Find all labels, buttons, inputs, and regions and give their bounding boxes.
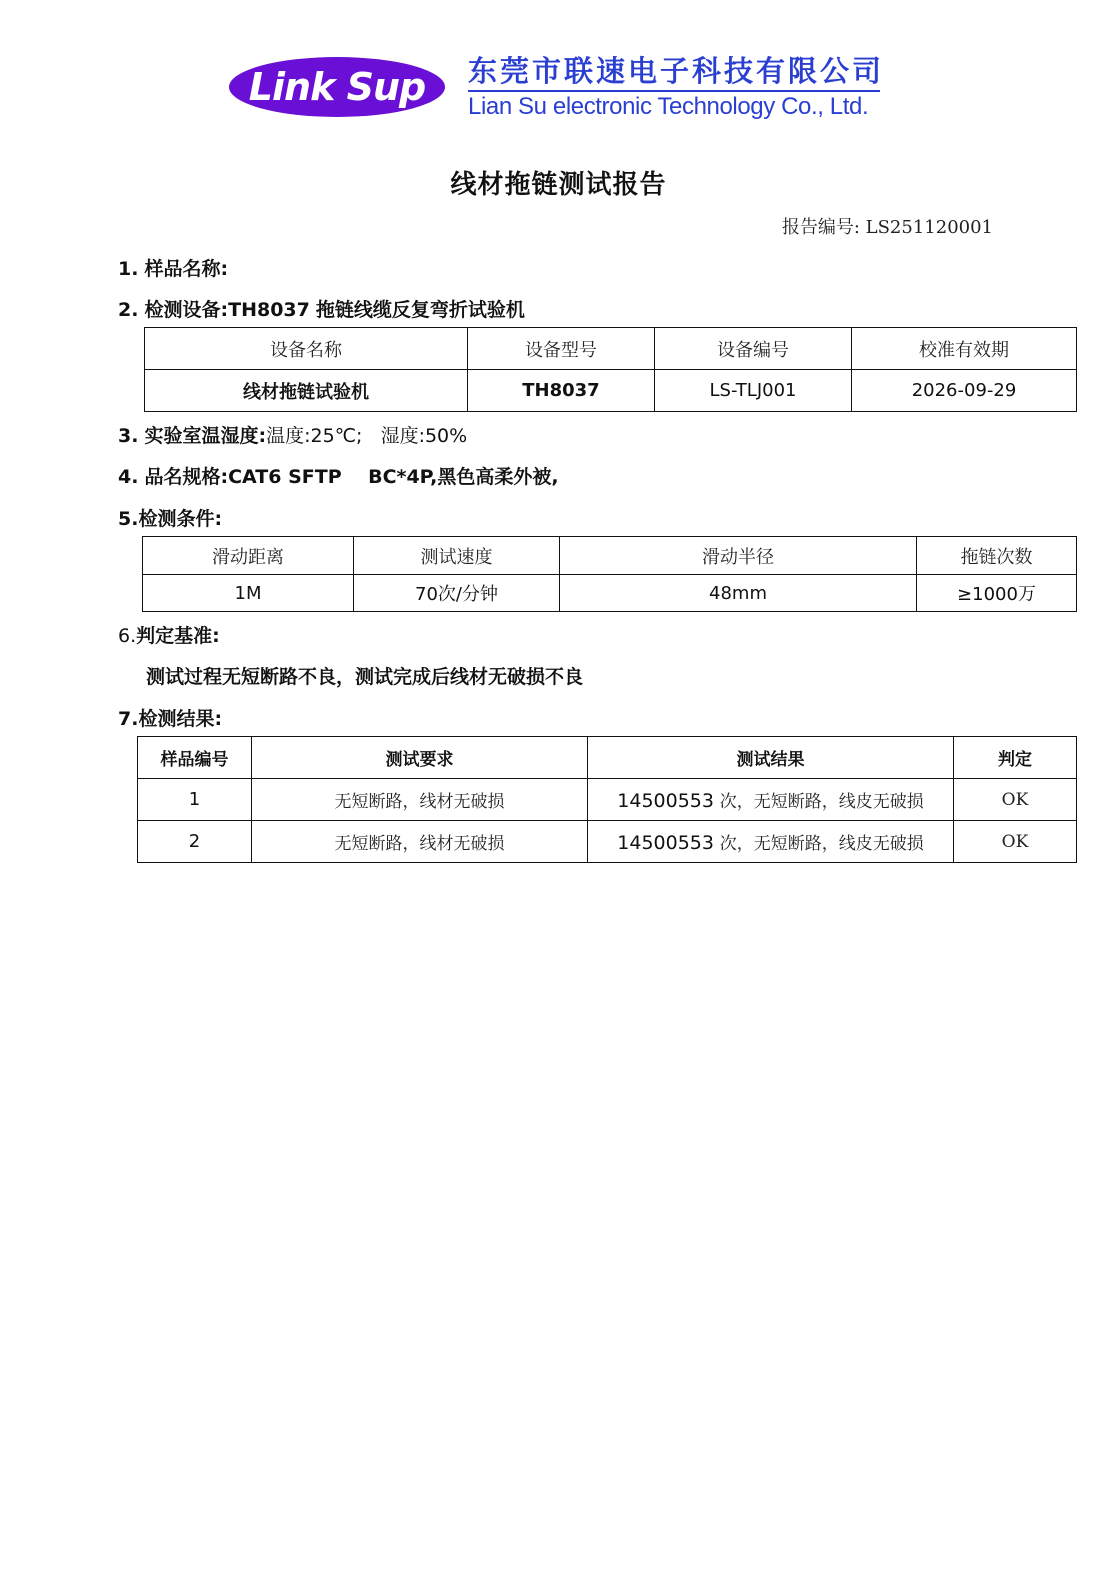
item-judgment-criteria [118, 621, 220, 648]
result-text: 次，无短断路，线皮无破损 [719, 834, 924, 854]
cycle-count: 14500553 [617, 832, 714, 854]
table-header: 拖链次数 [917, 537, 1077, 575]
table-cell: 2026-09-29 [852, 370, 1077, 412]
item-label: 实验室温湿度: [144, 425, 267, 447]
document-title: 线材拖链测试报告 [450, 170, 667, 200]
item-number: 6. [118, 625, 137, 647]
table-cell: TH8037 [468, 370, 655, 412]
table-header: 判定 [954, 737, 1077, 779]
item-number: 7. [118, 708, 139, 730]
item-number: 2. [118, 299, 139, 321]
item-label: 样品名称: [144, 258, 229, 280]
product-spec-value: CAT6 SFTP BC*4P,黑色高柔外被, [228, 466, 559, 488]
table-header: 测试结果 [588, 737, 954, 779]
cycle-count: 14500553 [617, 790, 714, 812]
item-product-spec [118, 462, 559, 489]
table-header: 测试速度 [354, 537, 560, 575]
humidity-value: 50% [424, 425, 468, 447]
sample-id-cell: 2 [138, 821, 252, 863]
logo-text: Link Sup [248, 65, 426, 109]
table-header: 设备型号 [468, 328, 655, 370]
item-test-conditions [118, 504, 222, 531]
company-divider [468, 90, 880, 92]
requirement-cell: 无短断路，线材无破损 [252, 821, 588, 863]
item-test-equipment [118, 295, 525, 322]
table-header: 设备名称 [145, 328, 468, 370]
result-cell [588, 779, 954, 821]
table-cell: 48mm [560, 575, 917, 612]
table-header: 校准有效期 [852, 328, 1077, 370]
item-lab-conditions [118, 421, 467, 448]
temperature-label: 温度: [266, 425, 311, 447]
item-test-results [118, 704, 222, 731]
judgment-criteria-text: 测试过程无短断路不良，测试完成后线材无破损不良 [146, 666, 584, 688]
table-header: 滑动距离 [143, 537, 354, 575]
table-cell: LS-TLJ001 [655, 370, 852, 412]
table-row [138, 821, 1077, 863]
table-cell: 70次/分钟 [354, 575, 560, 612]
letterhead [228, 52, 898, 132]
item-label: 判定基准: [136, 625, 220, 647]
requirement-cell: 无短断路，线材无破损 [252, 779, 588, 821]
table-header: 样品编号 [138, 737, 252, 779]
report-number: 报告编号: LS251120001 [781, 217, 993, 238]
item-number: 3. [118, 425, 139, 447]
company-name-cn: 东莞市联速电子科技有限公司 [468, 54, 885, 88]
humidity-label: 湿度: [380, 425, 425, 447]
table-row [138, 779, 1077, 821]
sample-id-cell: 1 [138, 779, 252, 821]
result-text: 次，无短断路，线皮无破损 [719, 792, 924, 812]
table-header: 测试要求 [252, 737, 588, 779]
result-cell [588, 821, 954, 863]
verdict-cell: OK [954, 821, 1077, 863]
equipment-name: 拖链线缆反复弯折试验机 [315, 299, 525, 321]
item-label: 检测结果: [138, 708, 223, 730]
verdict-cell: OK [954, 779, 1077, 821]
table-header: 设备编号 [655, 328, 852, 370]
table-header: 滑动半径 [560, 537, 917, 575]
company-name-en: Lian Su electronic Technology Co., Ltd. [468, 93, 869, 120]
item-number: 1. [118, 258, 139, 280]
table-cell: 线材拖链试验机 [145, 370, 468, 412]
item-number: 4. [118, 466, 139, 488]
item-label: 品名规格: [144, 466, 229, 488]
results-table [137, 736, 1077, 863]
item-number: 5. [118, 508, 139, 530]
equipment-table [144, 327, 1077, 412]
table-cell: 1M [143, 575, 354, 612]
item-label: 检测条件: [138, 508, 223, 530]
item-label: 检测设备: [144, 299, 229, 321]
table-cell: ≥1000万 [917, 575, 1077, 612]
item-sample-name [118, 254, 228, 281]
equipment-model: TH8037 [228, 299, 310, 321]
company-name-block [468, 52, 884, 122]
temperature-value: 25℃; [310, 425, 363, 447]
company-logo [228, 56, 446, 118]
conditions-table [142, 536, 1077, 612]
